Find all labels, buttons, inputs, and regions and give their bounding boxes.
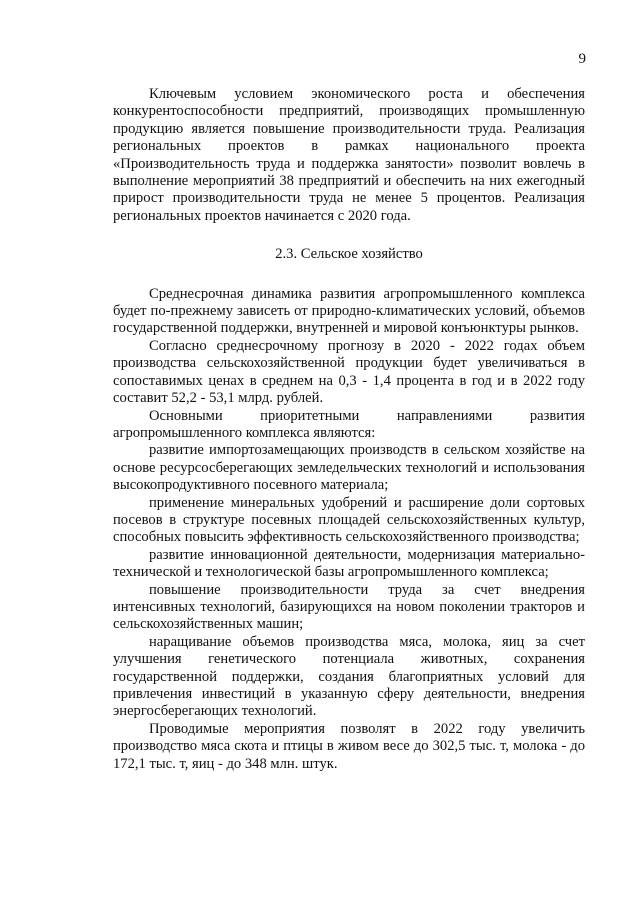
list-item: наращивание объемов производства мяса, молока, яиц за счет улучшения генетического потенциала животных, сохранения государственной поддержки, создания благоприятных условий для привлечения инвестиций в указанную сферу деятельности, внедрения энергосберегающих технологий. [113, 633, 585, 720]
list-item: применение минеральных удобрений и расширение доли сортовых посевов в структуре посевных площадей сельскохозяйственных культур, способных повысить эффективность сельскохозяйственного производства; [113, 494, 585, 546]
list-item: развитие инновационной деятельности, модернизация материально-технической и технологической базы агропромышленного комплекса; [113, 546, 585, 581]
section-title: 2.3. Сельское хозяйство [275, 246, 423, 263]
page-number: 9 [578, 51, 586, 67]
paragraph: Согласно среднесрочному прогнозу в 2020 - 2022 годах объем производства сельскохозяйственной продукции будет увеличиваться в сопоставимых ценах в среднем на 0,3 - 1,4 процента в год и в 2022 году составит 52,2 - 53,1 млрд. рублей. [113, 337, 585, 407]
paragraph: Проводимые мероприятия позволят в 2022 году увеличить производство мяса скота и птицы в живом весе до 302,5 тыс. т, молока - до 172,1 тыс. т, яиц - до 348 млн. штук. [113, 720, 585, 772]
list-item: развитие импортозамещающих производств в сельском хозяйстве на основе ресурсосберегающих земледельческих технологий и использования высокопродуктивного посевного материала; [113, 442, 585, 494]
paragraph-productivity: Ключевым условием экономического роста и обеспечения конкурентоспособности предприятий, производящих промышленную продукцию является повышение производительности труда. Реализация региональных проектов в рамках национального проекта «Производительность труда и поддержка занятости» позволит вовлечь в выполнение мероприятий 38 предприятий и обеспечить на них ежегодный прирост производительности труда не менее 5 процентов. Реализация региональных проектов начинается с 2020 года. [113, 86, 585, 224]
paragraph: Среднесрочная динамика развития агропромышленного комплекса будет по-прежнему зависеть от природно-климатических условий, объемов государственной поддержки, внутренней и мировой конъюнктуры рынков. [113, 285, 585, 337]
list-item: повышение производительности труда за счет внедрения интенсивных технологий, базирующихся на новом поколении тракторов и сельскохозяйственных машин; [113, 581, 585, 633]
paragraph: Основными приоритетными направлениями развития агропромышленного комплекса являются: [113, 407, 585, 441]
document-body [113, 86, 585, 773]
